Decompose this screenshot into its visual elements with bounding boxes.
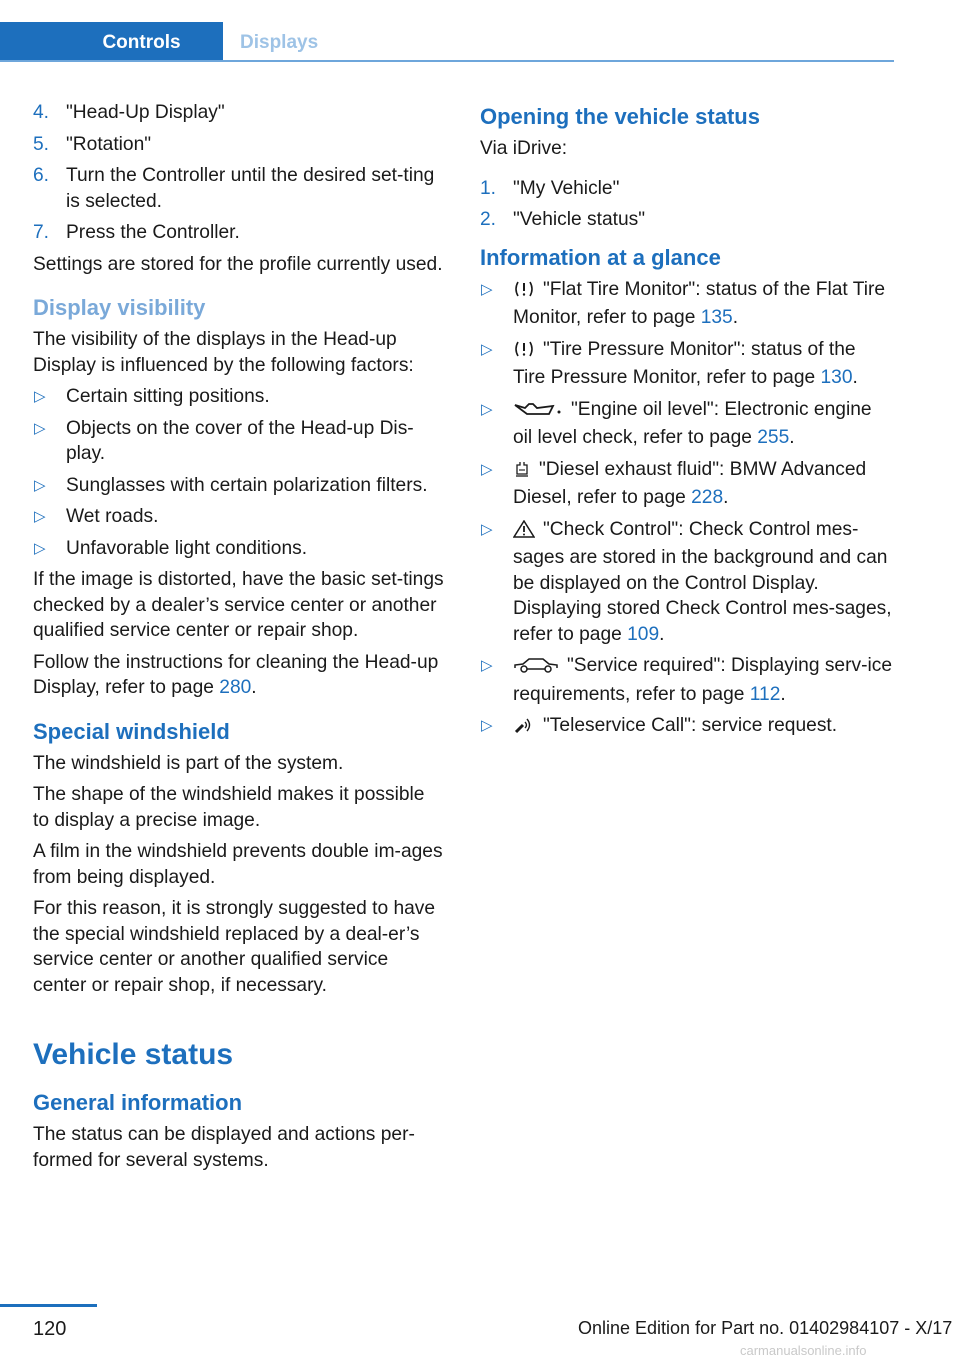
list-item: ▷ "Flat Tire Monitor": status of the Flat Tire Monitor, refer to page 135. xyxy=(481,278,886,328)
windshield-p2: The shape of the windshield makes it possible to display a precise image. xyxy=(33,784,425,831)
display-visibility-heading: Display visibility xyxy=(33,295,206,320)
step-number: 4. xyxy=(33,102,50,123)
page-link-255[interactable]: 255 xyxy=(757,427,790,448)
header-rule xyxy=(0,60,894,62)
item-text: "Teleservice Call": service request. xyxy=(543,715,838,736)
list-item xyxy=(33,132,445,158)
page-number: 120 xyxy=(33,1318,67,1340)
warning-triangle-icon xyxy=(513,520,535,546)
item-text: "Service required": Displaying serv‐ice requirements, refer to page xyxy=(513,655,893,705)
bullet-triangle-icon: ▷ xyxy=(34,476,46,494)
oil-can-icon xyxy=(513,400,563,426)
windshield-p3: A film in the windshield prevents double im‐ages from being displayed. xyxy=(33,841,443,888)
opening-vehicle-status-heading: Opening the vehicle status xyxy=(480,104,760,129)
windshield-p1: The windshield is part of the system. xyxy=(33,752,344,774)
list-item xyxy=(33,536,445,562)
list-item xyxy=(33,220,445,246)
edition-note: Online Edition for Part no. 01402984107 - X/17 xyxy=(578,1318,953,1338)
tab-displays[interactable]: Displays xyxy=(240,32,319,53)
factors-list xyxy=(33,384,445,561)
cleaning-text: Follow the instructions for cleaning the Head-up Display, refer to page xyxy=(33,651,439,698)
list-item xyxy=(33,504,445,530)
tire-warning-icon xyxy=(513,280,535,306)
general-text: The status can be displayed and actions per‐formed for several systems. xyxy=(33,1124,415,1171)
footer-rule xyxy=(0,1304,97,1307)
special-windshield-heading: Special windshield xyxy=(33,718,230,744)
bullet-triangle-icon: ▷ xyxy=(34,508,46,525)
item-text: "Diesel exhaust fluid": BMW Advanced Diesel, refer to page xyxy=(513,458,867,508)
distorted-note: If the image is distorted, have the basic set‐tings checked by a dealer’s service center or another qualified service center or repair shop. xyxy=(33,569,444,641)
list-item xyxy=(33,100,445,126)
item-text: "Tire Pressure Monitor": status of the Tire Pressure Monitor, refer to page xyxy=(513,338,856,388)
list-item xyxy=(33,384,445,410)
list-item xyxy=(33,473,445,499)
step-text: Press the Controller. xyxy=(66,222,240,243)
bullet-triangle-icon: ▷ xyxy=(34,388,46,405)
page-link-280[interactable]: 280 xyxy=(219,677,252,698)
bullet-triangle-icon: ▷ xyxy=(481,657,493,674)
exhaust-fluid-icon xyxy=(513,460,531,486)
page-link-109[interactable]: 109 xyxy=(627,623,660,645)
list-item: ▷ "Check Control": Check Control mes‐sages are stored in the background and can be displayed on the Control Display. Displaying stored Check Control mes‐sages, refer to page 109. xyxy=(481,518,892,645)
settings-note: Settings are stored for the profile currently used. xyxy=(33,253,443,275)
visibility-intro: The visibility of the displays in the Head-up Display is influenced by the following factors: xyxy=(33,329,414,376)
bullet-triangle-icon: ▷ xyxy=(481,717,493,734)
chapter-header xyxy=(0,0,894,62)
step-text: "My Vehicle" xyxy=(513,177,620,199)
teleservice-icon xyxy=(513,716,535,742)
tire-warning-icon xyxy=(513,340,535,366)
list-item xyxy=(480,207,892,233)
step-text: "Rotation" xyxy=(66,133,152,155)
bullet-triangle-icon: ▷ xyxy=(481,340,493,358)
information-at-a-glance-heading: Information at a glance xyxy=(480,244,721,270)
list-item: ▷ "Diesel exhaust fluid": BMW Advanced Diesel, refer to page 228. xyxy=(481,458,867,508)
step-number: 7. xyxy=(33,222,50,243)
bullet-triangle-icon: ▷ xyxy=(481,400,493,418)
list-item: ▷ "Service required": Displaying serv‐ice requirements, refer to page 112. xyxy=(481,655,893,705)
bullet-triangle-icon: ▷ xyxy=(34,539,46,557)
general-information-heading: General information xyxy=(33,1090,243,1115)
list-item xyxy=(33,163,445,214)
page-link-112[interactable]: 112 xyxy=(749,683,781,705)
bullet-triangle-icon: ▷ xyxy=(481,520,493,538)
factor-text: Objects on the cover of the Head-up Dis‐play. xyxy=(66,417,414,464)
page-link-130[interactable]: 130 xyxy=(820,367,853,388)
step-number: 1. xyxy=(480,177,497,199)
bullet-triangle-icon: ▷ xyxy=(481,280,493,298)
list-item: ▷ "Engine oil level": Electronic engine oil level check, refer to page 255. xyxy=(481,398,872,448)
via-idrive: Via iDrive: xyxy=(480,138,568,159)
list-item: ▷ "Tire Pressure Monitor": status of the Tire Pressure Monitor, refer to page 130. xyxy=(481,338,858,388)
tab-controls[interactable]: Controls xyxy=(0,22,223,60)
car-service-icon xyxy=(513,656,559,682)
watermark: carmanualsonline.info xyxy=(740,1343,867,1358)
page-link-135[interactable]: 135 xyxy=(700,307,733,328)
cleaning-note: Follow the instructions for cleaning the Head-up Display, refer to page 280. xyxy=(33,651,439,698)
list-item xyxy=(480,176,892,202)
factor-text: Wet roads. xyxy=(66,506,159,527)
menu-steps-list xyxy=(480,176,892,233)
status-items-list xyxy=(480,277,892,742)
page-link-228[interactable]: 228 xyxy=(691,487,724,508)
factor-text: Certain sitting positions. xyxy=(66,386,270,407)
item-text: "Engine oil level": Electronic engine oil level check, refer to page xyxy=(513,398,872,448)
step-text: "Head-Up Display" xyxy=(66,102,225,123)
bullet-triangle-icon: ▷ xyxy=(34,419,46,437)
step-number: 5. xyxy=(33,133,50,155)
factor-text: Sunglasses with certain polarization filters. xyxy=(66,474,428,496)
step-number: 6. xyxy=(33,165,50,186)
list-item xyxy=(480,713,892,742)
step-number: 2. xyxy=(480,209,497,230)
step-text: "Vehicle status" xyxy=(513,209,646,230)
bullet-triangle-icon: ▷ xyxy=(481,460,493,478)
step-text: Turn the Controller until the desired set‐ting is selected. xyxy=(66,165,435,212)
list-item xyxy=(33,416,445,467)
factor-text: Unfavorable light conditions. xyxy=(66,537,308,559)
right-column xyxy=(480,100,892,748)
left-column xyxy=(33,100,445,1179)
steps-list xyxy=(33,100,445,246)
windshield-p4: For this reason, it is strongly suggested to have the special windshield replaced by a deal‐er’s service center or another qualified service center or repair shop, if necessary. xyxy=(33,898,436,996)
item-text: "Flat Tire Monitor": status of the Flat Tire Monitor, refer to page xyxy=(513,278,886,328)
vehicle-status-heading: Vehicle status xyxy=(33,1038,234,1071)
item-text: "Check Control": Check Control mes‐sages are stored in the background and can be displayed on the Control Display. Displaying stored Check Control mes‐sages, refer to page xyxy=(513,518,892,645)
